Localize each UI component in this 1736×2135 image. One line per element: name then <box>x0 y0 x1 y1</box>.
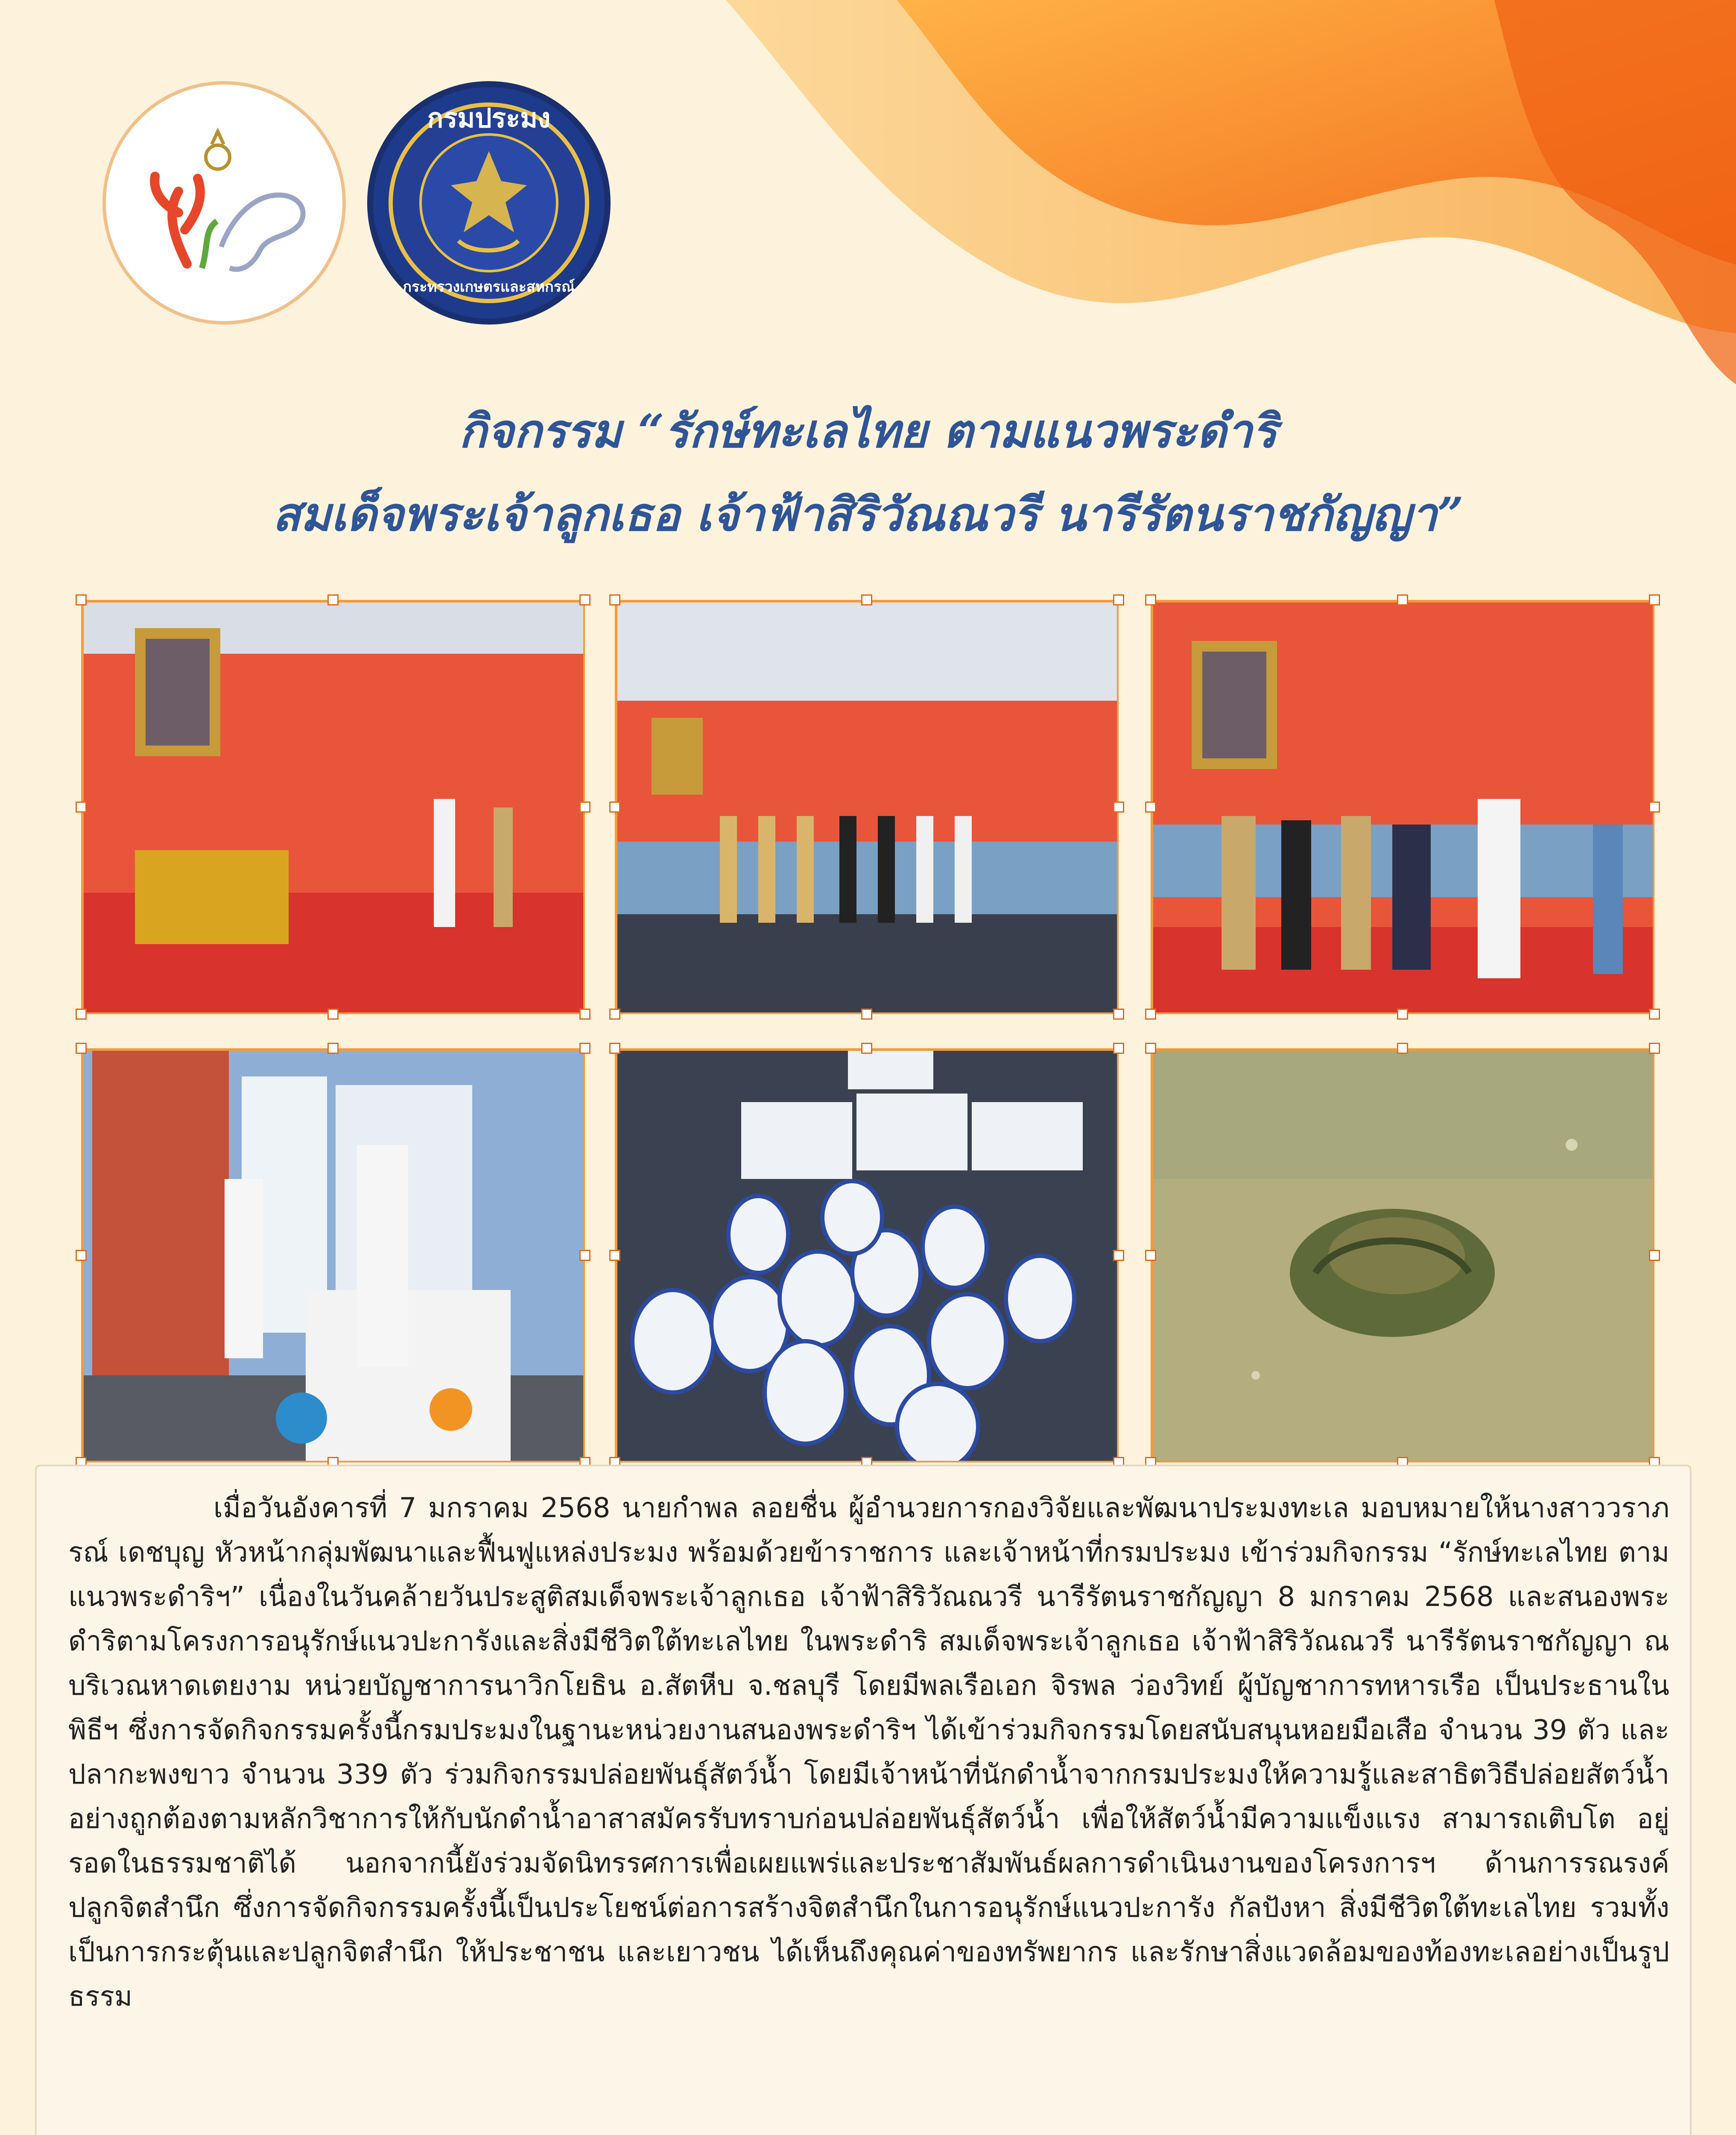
photo-selection-handle <box>327 1009 339 1020</box>
photo-award-presentation <box>1151 600 1654 1014</box>
department-of-fisheries-logo <box>367 81 611 325</box>
photo-selection-handle <box>1145 1043 1156 1054</box>
photo-selection-handle <box>76 1009 87 1020</box>
photo-selection-handle <box>1145 801 1156 813</box>
photo-ceremony-stage <box>81 600 585 1014</box>
photo-selection-handle <box>327 594 339 605</box>
photo-group-on-stage <box>615 600 1119 1014</box>
logo-top-text: กรมประมง <box>427 102 551 134</box>
photo-selection-handle <box>609 1009 620 1020</box>
photo-selection-handle <box>1649 1043 1660 1054</box>
photo-selection-handle <box>1113 594 1124 605</box>
photo-selection-handle <box>609 594 620 605</box>
photo-selection-handle <box>1145 1250 1156 1261</box>
photo-selection-handle <box>579 801 590 813</box>
photo-selection-handle <box>861 1009 872 1020</box>
photo-selection-handle <box>76 594 87 605</box>
photo-selection-handle <box>1145 594 1156 605</box>
page-title-line-2: สมเด็จพระเจ้าลูกเธอ เจ้าฟ้าสิริวัณณวรี นารีรัตนราชกัญญา” <box>272 488 1464 541</box>
photo-selection-handle <box>861 1043 872 1054</box>
photo-selection-handle <box>327 1043 339 1054</box>
logo-bottom-text: กระทรวงเกษตรและสหกรณ์ <box>403 278 575 295</box>
photo-selection-handle <box>1113 1250 1124 1261</box>
photo-selection-handle <box>1145 1009 1156 1020</box>
photo-selection-handle <box>1397 594 1408 605</box>
photo-selection-handle <box>1397 1009 1408 1020</box>
photo-selection-handle <box>76 1043 87 1054</box>
photo-selection-handle <box>1397 1043 1408 1054</box>
photo-selection-handle <box>579 1250 590 1261</box>
photo-selection-handle <box>609 801 620 813</box>
photo-selection-handle <box>1649 1009 1660 1020</box>
photo-selection-handle <box>1113 1009 1124 1020</box>
photo-giant-clam-underwater <box>1151 1048 1654 1462</box>
photo-selection-handle <box>1113 1043 1124 1054</box>
page-title-line-1: กิจกรรม “รักษ์ทะเลไทย ตามแนวพระดำริ <box>459 404 1277 458</box>
photo-selection-handle <box>1113 801 1124 813</box>
coral-dugong-icon <box>106 85 342 321</box>
photo-selection-handle <box>76 801 87 813</box>
photo-selection-handle <box>76 1250 87 1261</box>
photo-selection-handle <box>1649 801 1660 813</box>
photo-selection-handle <box>1649 1250 1660 1261</box>
photo-selection-handle <box>609 1250 620 1261</box>
photo-fish-release-bags <box>615 1048 1119 1462</box>
project-logo <box>102 81 346 325</box>
photo-selection-handle <box>861 594 872 605</box>
photo-selection-handle <box>579 594 590 605</box>
photo-exhibition-booth <box>81 1048 585 1462</box>
photo-selection-handle <box>579 1043 590 1054</box>
description-paragraph: เมื่อวันอังคารที่ 7 มกราคม 2568 นายกำพล ลอยชื่น ผู้อำนวยการกองวิจัยและพัฒนาประมงทะเล มอบหมายให้นางสาววราภรณ์ เดชบุญ หัวหน้ากลุ่มพัฒนาและฟื้นฟูแหล่งประมง พร้อมด้วยข้าราชการ และเจ้าหน้าที่กรมประมง เข้าร่วมกิจกรรม “รักษ์ทะเลไทย ตามแนวพระดำริฯ” เนื่องในวันคล้ายวันประสูติสมเด็จพระเจ้าลูกเธอ เจ้าฟ้าสิริวัณณวรี นารีรัตนราชกัญญา 8 มกราคม 2568 และสนองพระดำริตามโครงการอนุรักษ์แนวปะการังและสิ่งมีชีวิตใต้ทะเลไทย ในพระดำริ สมเด็จพระเจ้าลูกเธอ เจ้าฟ้าสิริวัณณวรี นารีรัตนราชกัญญา ณ บริเวณหาดเตยงาม หน่วยบัญชาการนาวิกโยธิน อ.สัตหีบ จ.ชลบุรี โดยมีพลเรือเอก จิรพล ว่องวิทย์ ผู้บัญชาการทหารเรือ เป็นประธานในพิธีฯ ซึ่งการจัดกิจกรรมครั้งนี้กรมประมงในฐานะหน่วยงานสนองพระดำริฯ ได้เข้าร่วมกิจกรรมโดยสนับสนุนหอยมือเสือ จำนวน 39 ตัว และปลากะพงขาว จำนวน 339 ตัว ร่วมกิจกรรมปล่อยพันธุ์สัตว์น้ำ โดยมีเจ้าหน้าที่นักดำน้ำจากกรมประมงให้ความรู้และสาธิตวิธีปล่อยสัตว์น้ำอย่างถูกต้องตามหลักวิชาการให้กับนักดำน้ำอาสาสมัครรับทราบก่อนปล่อยพันธุ์สัตว์น้ำ เพื่อให้สัตว์น้ำมีความแข็งแรง สามารถเติบโต อยู่รอดในธรรมชาติได้ นอกจากนี้ยังร่วมจัดนิทรรศการเพื่อเผยแพร่และประชาสัมพันธ์ผลการดำเนินงานของโครงการฯ ด้านการรณรงค์ ปลูกจิตสำนึก ซึ่งการจัดกิจกรรมครั้งนี้เป็นประโยชน์ต่อการสร้างจิตสำนึกในการอนุรักษ์แนวปะการัง กัลปังหา สิ่งมีชีวิตใต้ทะเลไทย รวมทั้งเป็นการกระตุ้นและปลูกจิตสำนึก ให้ประชาชน และเยาวชน ได้เห็นถึงคุณค่าของทรัพยากร และรักษาสิ่งแวดล้อมของท้องทะเลอย่างเป็นรูปธรรม <box>68 1492 1670 2012</box>
photo-selection-handle <box>609 1043 620 1054</box>
photo-selection-handle <box>1649 594 1660 605</box>
photo-selection-handle <box>579 1009 590 1020</box>
